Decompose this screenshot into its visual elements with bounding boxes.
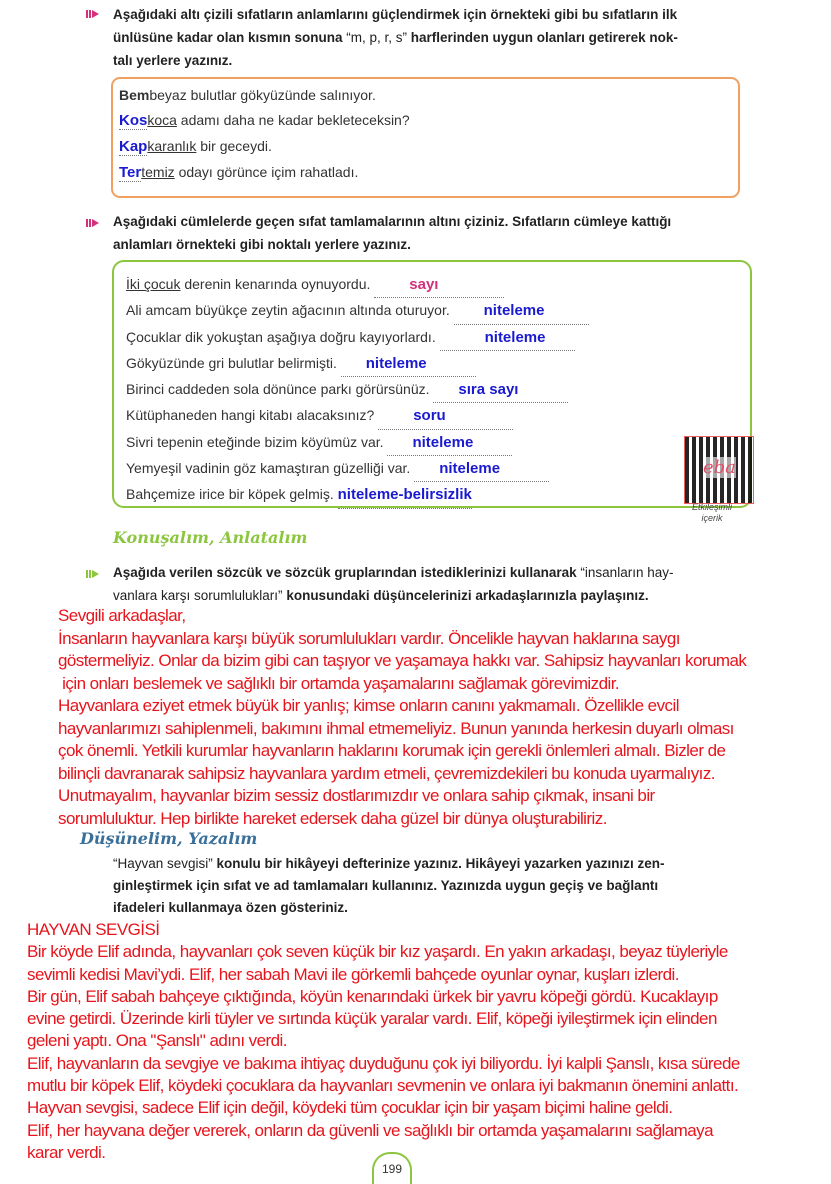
- answer-text: niteleme: [439, 460, 501, 478]
- story-answer: HAYVAN SEVGİSİ Bir köyde Elif adında, hayvanları çok seven küçük bir kız yaşardı. En yakın arkadaşı, beyaz tüyleriyle sevimli kedisi Mavi’ydi. Elif, her sabah Mavi ile görkemli bahçede oyunlar oynar, kuşları izlerdi. Bir gün, Elif sabah bahçeye çıktığında, köyün kenarındaki ürkek bir yavru köpeği gördü. Kucaklayıp evine getirdi. Üzerinde kirli tüyler ve sırtında küçük yaralar vardı. Elif, köpeği iyileştirmek için elinden geleni yaptı. Ona "Şanslı" adını verdi. Elif, hayvanların da sevgiye ve bakıma ihtiyaç duyduğunu çok iyi biliyordu. İyi kalpli Şanslı, kısa sürede mutlu bir köpek Elif, köydeki çocuklara da hayvanları sevmenin ve onlara iyi bakmanın önemini anlattı. Hayvan sevgisi, sadece Elif için değil, köydeki tüm çocuklar için bir yaşam biçimi haline geldi. Elif, her hayvana değer vererek, onların da güvenli ve sağlıklı bir ortamda yaşamalarını sağlamaya karar verdi.: [27, 920, 740, 1162]
- speech-answer: Sevgili arkadaşlar, İnsanların hayvanlara karşı büyük sorumlulukları vardır. Öncelikle hayvan haklarına saygı göstermeliyiz. Onlar da bizim gibi can taşıyor ve yaşamaya hakkı var. Sahipsiz hayvanları korumak için onları beslemek ve sağlıklı bir ortamda yaşamalarını sağlamak görevimizdir. Hayvanlara eziyet etmek büyük bir yanlış; kimse onların canını yakmamalı. Özellikle evcil hayvanlarımızı sahiplenmeli, bakımını ihmal etmemeliyiz. Bunun yanında herkesin duyarlı olması çok önemli. Yetkili kurumlar hayvanların haklarını korumak için gerekli önlemleri almalı. Bizler de bilinçli davranarak sahipsiz hayvanlara yardım etmeli, çevremizdekileri bu konuda uyarmalıyız. Unutmayalım, hayvanlar bizim sessiz dostlarımızdır ve onlara sahip çıkmak, insani bir sorumluluktur. Hep birlikte hareket edersek daha güzel bir dünya oluşturabiliriz.: [58, 606, 747, 828]
- instruction-line: ünlüsüne kadar olan kısmın sonuna “m, p, r, s” harflerinden uygun olanları getirerek nok-: [113, 30, 678, 45]
- answer-text: niteleme: [365, 354, 427, 372]
- instruction-line: talı yerlere yazınız.: [113, 53, 233, 68]
- sentence-list: [126, 272, 589, 509]
- exercise-item: Çocuklar dik yokuştan aşağıya doğru kayıyorlardı. niteleme: [126, 325, 589, 351]
- answer-text: niteleme: [484, 328, 546, 346]
- answer-text: Kap: [119, 138, 148, 155]
- arrow-bullet-icon: [86, 219, 102, 227]
- story-title: HAYVAN SEVGİSİ: [27, 920, 160, 939]
- exercise-item: İki çocuk derenin kenarında oynuyordu. sayı: [126, 272, 589, 298]
- exercise-item: Gökyüzünde gri bulutlar belirmişti. niteleme: [126, 351, 589, 377]
- example-sentence: Bembeyaz bulutlar gökyüzünde salınıyor.: [119, 87, 376, 103]
- exercise-item: Sivri tepenin eteğinde bizim köyümüz var. niteleme: [126, 430, 589, 456]
- answer-text: sıra sayı: [458, 381, 519, 399]
- qr-code[interactable]: [684, 436, 754, 504]
- section2-instruction: Aşağıdaki cümlelerde geçen sıfat tamlamalarının altını çiziniz. Sıfatların cümleye kattığı anlamları örnekteki gibi noktalı yerlere yazınız.: [113, 214, 672, 252]
- section4-instruction: “Hayvan sevgisi” konulu bir hikâyeyi defterinize yazınız. Hikâyeyi yazarken yazınızı zen- ginleştirmek için sıfat ve ad tamlamaları kullanınız. Yazınızda uygun geçiş ve bağlantı ifadeleri kullanmaya özen gösteriniz.: [113, 856, 665, 915]
- answer-text: niteleme: [483, 302, 545, 320]
- section4-title: Düşünelim, Yazalım: [80, 829, 258, 848]
- arrow-bullet-icon: [86, 570, 102, 578]
- section1-instruction: [113, 3, 678, 72]
- qr-caption: Etkileşimli içerik: [692, 502, 733, 523]
- answer-text: Ter: [119, 164, 142, 181]
- answer-text: soru: [413, 407, 446, 425]
- answer-text: Kos: [119, 112, 148, 129]
- answer-text: niteleme-belirsizlik: [337, 486, 472, 504]
- arrow-bullet-icon: [86, 10, 102, 18]
- section3-title: Konuşalım, Anlatalım: [113, 528, 308, 547]
- exercise-item: Yemyeşil vadinin göz kamaştıran güzelliği var. niteleme: [126, 456, 589, 482]
- eba-logo: eba: [703, 457, 736, 478]
- page-number: 199: [372, 1152, 412, 1184]
- exercise-item: Kapkaranlık bir geceydi.: [119, 138, 272, 155]
- exercise-item: Birinci caddeden sola dönünce parkı görürsünüz. sıra sayı: [126, 377, 589, 403]
- exercise-item: Kütüphaneden hangi kitabı alacaksınız? soru: [126, 403, 589, 429]
- instruction-line: Aşağıdaki altı çizili sıfatların anlamlarını güçlendirmek için örnekteki gibi bu sıfatların ilk: [113, 7, 678, 22]
- exercise-item: Tertemiz odayı görünce içim rahatladı.: [119, 164, 359, 181]
- answer-text: niteleme: [412, 433, 474, 451]
- exercise-item: Ali amcam büyükçe zeytin ağacının altında oturuyor. niteleme: [126, 298, 589, 324]
- exercise-item: Bahçemize irice bir köpek gelmiş. niteleme-belirsizlik: [126, 482, 589, 508]
- exercise-item: Koskoca adamı daha ne kadar bekleteceksin?: [119, 112, 410, 129]
- section3-instruction: Aşağıda verilen sözcük ve sözcük gruplarından istediklerinizi kullanarak “insanların hay- vanlara karşı sorumlulukları” konusundaki düşüncelerinizi arkadaşlarınızla paylaşınız.: [113, 565, 674, 603]
- answer-text: sayı: [409, 276, 439, 293]
